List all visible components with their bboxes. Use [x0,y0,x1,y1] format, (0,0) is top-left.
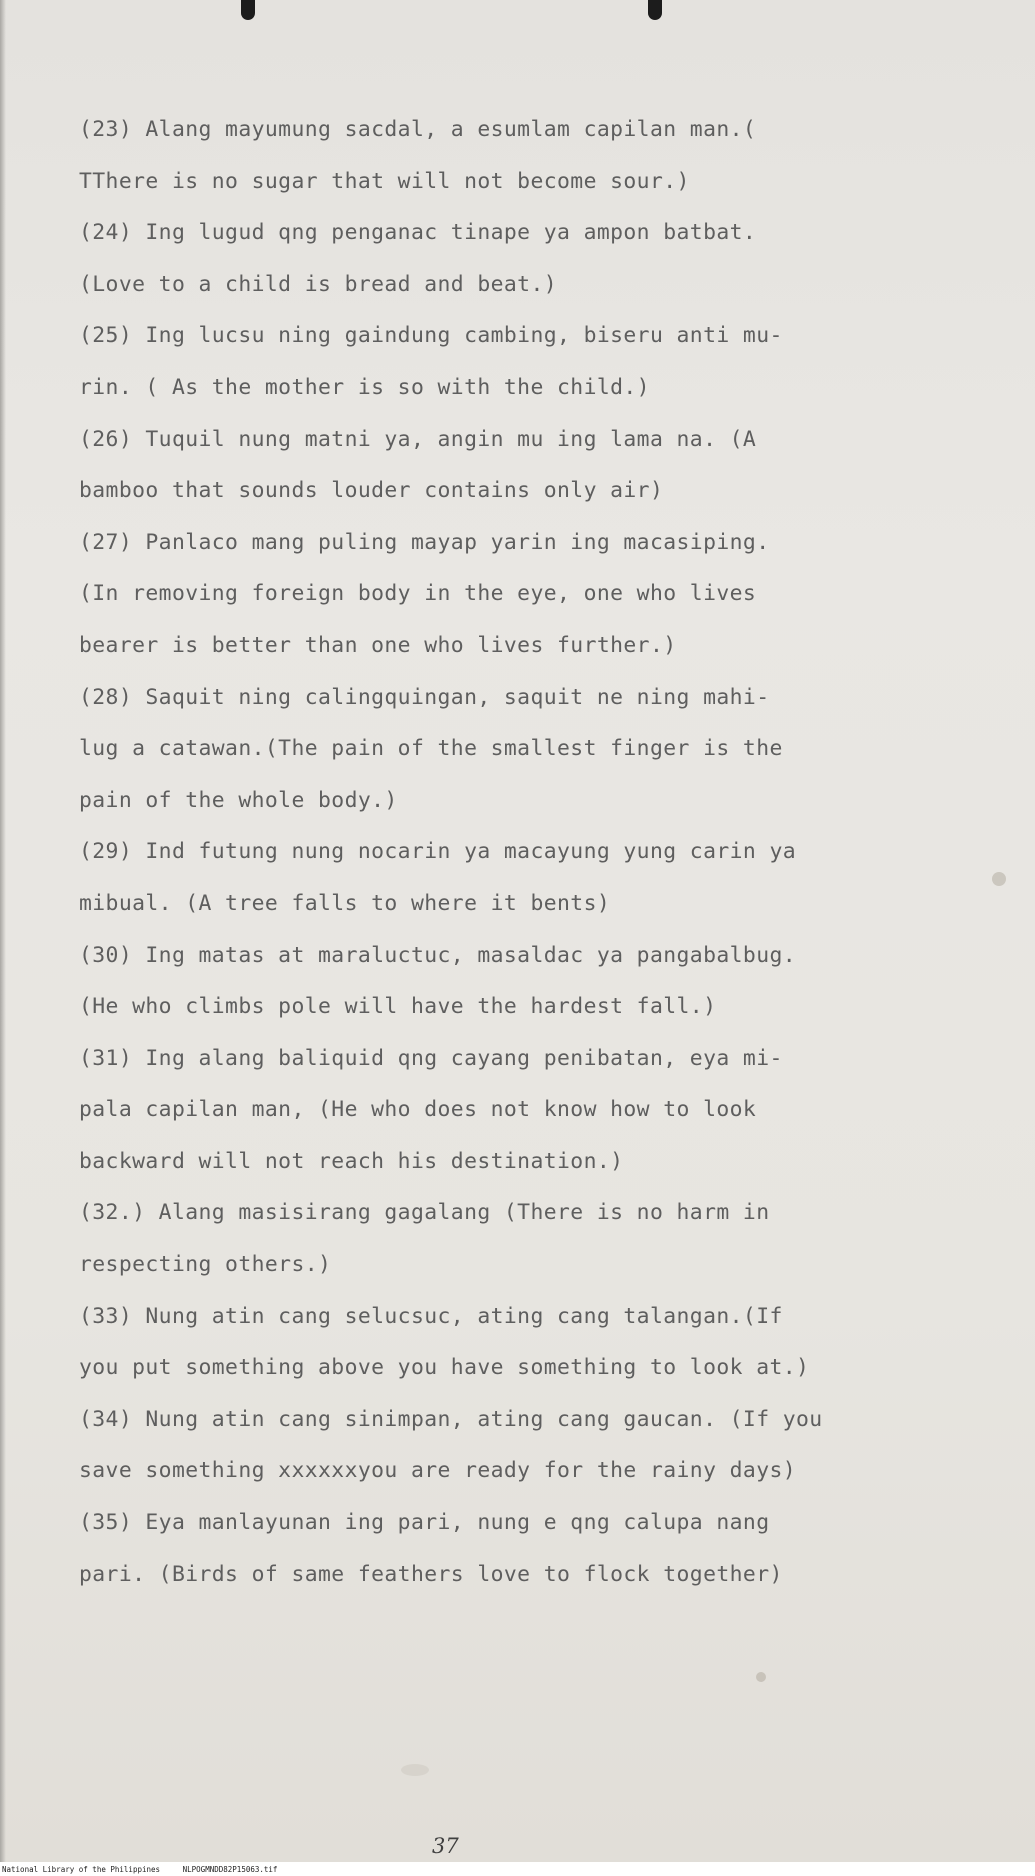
text-line: (31) Ing alang baliquid qng cayang penibatan, eya mi- [79,1045,783,1071]
text-line: (He who climbs pole will have the hardest fall.) [79,994,717,1020]
text-line: (30) Ing matas at maraluctuc, masaldac ya pangabalbug. [79,942,797,968]
text-line: (35) Eya manlayunan ing pari, nung e qng calupa nang [79,1510,770,1536]
text-line: mibual. (A tree falls to where it bents) [79,890,611,916]
text-line: (27) Panlaco mang puling mayap yarin ing macasiping. [79,529,770,555]
text-line: pala capilan man, (He who does not know how to look [79,1097,757,1123]
page-number: 37 [432,1834,459,1858]
page-left-edge [0,0,6,1862]
binding-hole-left [241,0,255,20]
text-line: bearer is better than one who lives further.) [79,632,677,658]
text-line: (24) Ing lugud qng penganac tinape ya ampon batbat. [79,220,757,246]
text-line: lug a catawan.(The pain of the smallest finger is the [79,736,783,762]
text-line: pain of the whole body.) [79,787,398,813]
text-line: (26) Tuquil nung matni ya, angin mu ing lama na. (A [79,426,757,452]
text-line: TThere is no sugar that will not become sour.) [79,168,690,194]
text-line: backward will not reach his destination.) [79,1148,624,1174]
binding-hole-right [648,0,662,20]
text-line: (Love to a child is bread and beat.) [79,271,558,297]
scan-footer [0,1864,1035,1876]
text-line: you put something above you have something to look at.) [79,1355,810,1381]
text-line: (In removing foreign body in the eye, one who lives [79,581,757,607]
stain-spot [756,1672,766,1682]
text-line: bamboo that sounds louder contains only air) [79,478,664,504]
text-line: save something xxxxxxyou are ready for the rainy days) [79,1458,797,1484]
text-line: (23) Alang mayumung sacdal, a esumlam capilan man.( [79,117,757,142]
footer-caption: National Library of the Philippines NLPOGMNDD82P15063.tif [2,1865,278,1874]
typed-text-block [79,117,959,1613]
text-line: respecting others.) [79,1252,332,1278]
text-line: (32.) Alang masisirang gagalang (There is no harm in [79,1200,770,1226]
text-line: (25) Ing lucsu ning gaindung cambing, biseru anti mu- [79,323,783,349]
stain-spot [992,872,1006,886]
text-line: (29) Ind futung nung nocarin ya macayung yung carin ya [79,839,797,865]
stain-spot [401,1764,429,1776]
text-line: pari. (Birds of same feathers love to flock together) [79,1561,783,1587]
text-line: (33) Nung atin cang selucsuc, ating cang talangan.(If [79,1303,783,1329]
text-line: (34) Nung atin cang sinimpan, ating cang gaucan. (If you [79,1406,823,1432]
text-line: rin. ( As the mother is so with the child.) [79,374,650,400]
text-line: (28) Saquit ning calingquingan, saquit ne ning mahi- [79,684,770,710]
